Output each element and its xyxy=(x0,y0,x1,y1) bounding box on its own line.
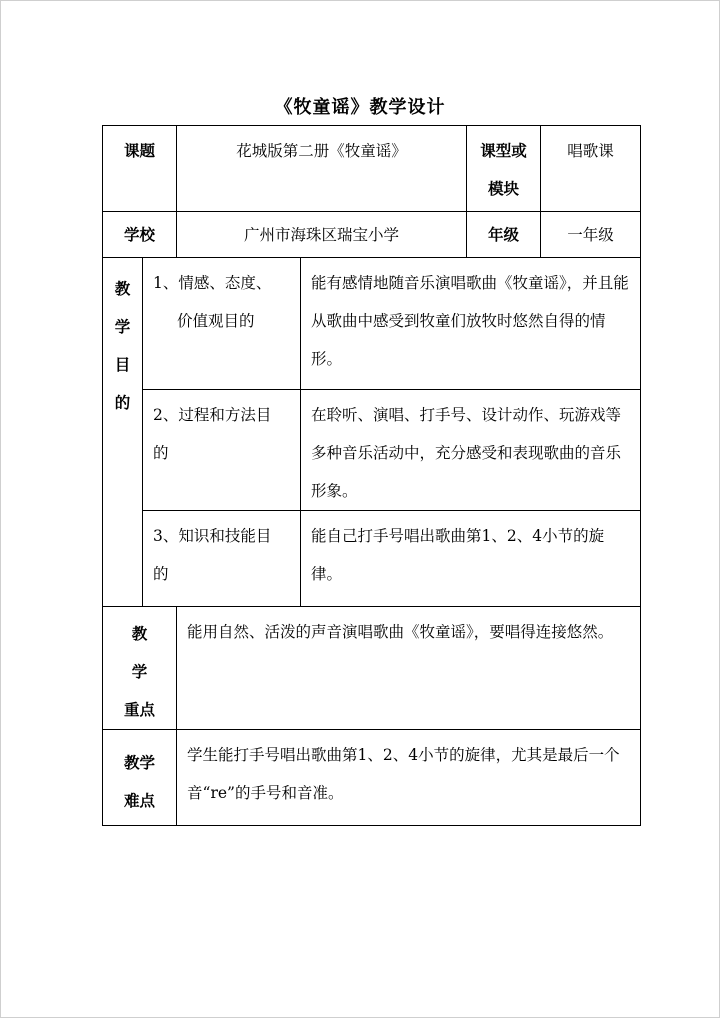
objective-name-1 xyxy=(143,258,301,390)
objective-name-3 xyxy=(143,511,301,607)
objective-row-2 xyxy=(103,390,641,511)
key-points-row xyxy=(103,607,641,730)
row-school xyxy=(103,212,641,258)
key-points-label-line2: 重点 xyxy=(124,700,156,719)
objective-name-2 xyxy=(143,390,301,511)
lesson-type-value: 唱歌课 xyxy=(541,126,641,212)
difficulties-row xyxy=(103,730,641,826)
objective-name-1-line2: 价值观目的 xyxy=(177,312,255,330)
objective-name-2-line2: 的 xyxy=(153,444,169,462)
school-label: 学校 xyxy=(103,212,177,258)
difficulties-content: 学生能打手号唱出歌曲第1、2、4小节的旋律，尤其是最后一个音“re”的手号和音准。 xyxy=(177,730,641,826)
objectives-label-char: 的 xyxy=(114,393,131,412)
row-topic xyxy=(103,126,641,212)
objectives-label-char: 目 xyxy=(114,355,131,374)
lesson-type-label-line1: 课型或 xyxy=(480,141,527,160)
objective-row-1 xyxy=(103,258,641,390)
objective-content-2: 在聆听、演唱、打手号、设计动作、玩游戏等多种音乐活动中，充分感受和表现歌曲的音乐形象。 xyxy=(301,390,641,511)
difficulties-label-line2: 难点 xyxy=(124,791,156,810)
objective-content-3: 能自己打手号唱出歌曲第1、2、4小节的旋律。 xyxy=(301,511,641,607)
topic-value: 花城版第二册《牧童谣》 xyxy=(177,126,467,212)
objective-content-1: 能有感情地随音乐演唱歌曲《牧童谣》，并且能从歌曲中感受到牧童们放牧时悠然自得的情形。 xyxy=(301,258,641,390)
lesson-type-label xyxy=(467,126,541,212)
document-title: 《牧童谣》教学设计 xyxy=(274,97,446,118)
topic-label: 课题 xyxy=(103,126,177,212)
objective-name-1-line1: 1、情感、态度、 xyxy=(153,274,272,292)
lesson-plan-table xyxy=(102,125,641,826)
grade-value: 一年级 xyxy=(541,212,641,258)
difficulties-label-line1: 教学 xyxy=(124,753,156,772)
objectives-label-char: 学 xyxy=(114,317,131,336)
grade-label: 年级 xyxy=(467,212,541,258)
difficulties-label xyxy=(103,730,177,826)
objectives-label-char: 教 xyxy=(114,279,131,298)
key-points-label xyxy=(103,607,177,730)
lesson-type-label-line2: 模块 xyxy=(488,179,520,198)
key-points-label-line1: 教学 xyxy=(131,624,174,681)
school-value: 广州市海珠区瑞宝小学 xyxy=(177,212,467,258)
objective-name-3-line2: 的 xyxy=(153,565,169,583)
key-points-content: 能用自然、活泼的声音演唱歌曲《牧童谣》，要唱得连接悠然。 xyxy=(177,607,641,730)
objective-name-2-line1: 2、过程和方法目 xyxy=(153,406,272,424)
objective-name-3-line1: 3、知识和技能目 xyxy=(153,527,272,545)
objectives-label xyxy=(103,258,143,607)
objective-row-3 xyxy=(103,511,641,607)
